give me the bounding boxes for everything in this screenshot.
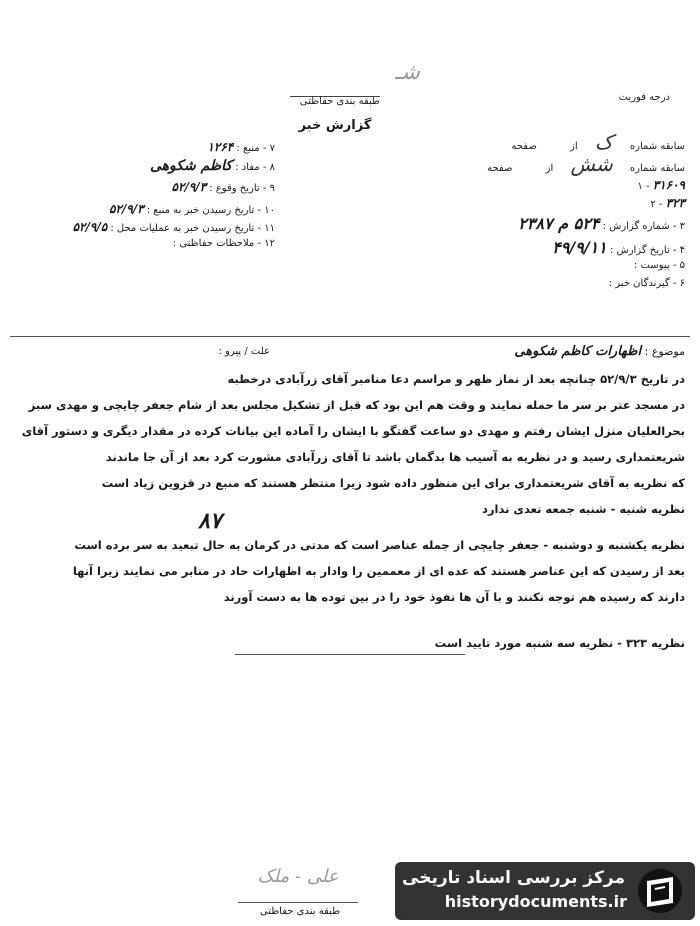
- left-field-label: ۷ - منبع :: [236, 143, 275, 154]
- right-field-label: ۵ - پیوست :: [633, 260, 685, 271]
- closing-line: نظریه ۳۲۳ - نظریه سه شنبه مورد تایید است: [434, 636, 685, 650]
- right-field-tail: صفحه: [487, 163, 513, 174]
- right-field-mid: از: [545, 163, 554, 174]
- left-field-value: کاظم شکوهی: [149, 158, 232, 174]
- body-line: نظریه شنبه - شنبه جمعه تعدی ندارد: [482, 502, 685, 516]
- right-field-row: [395, 178, 685, 196]
- left-field-row: [20, 140, 275, 158]
- watermark-title: مرکز بررسی اسناد تاریخی: [402, 868, 625, 888]
- body-line: شریعتمداری رسید و در نظریه به آسیب ها بدگمان باشد تا آقای زرآبادی مشورت کرد بعد از آن جا ماندند: [105, 450, 685, 464]
- right-field-label: ۱ -: [637, 181, 653, 192]
- left-field-row: [20, 238, 275, 256]
- body-line: دارند که رسیده هم توجه نکنند و با آن ها نفوذ خود را در بین توده ها به دست آورند: [223, 590, 685, 604]
- report-type-title: گزارش خبر: [298, 118, 372, 133]
- right-field-row: [395, 214, 685, 238]
- right-field-row: [395, 152, 685, 178]
- top-stamp-box: [290, 78, 380, 97]
- security-level-label: طبقه بندی حفاظتی: [299, 96, 380, 107]
- left-field-row: [20, 220, 275, 238]
- body-line: نظریه یکشنبه و دوشنبه - جعفر چایچی از جمله عناصر است که مدتی در کرمان به حال تبعید به سر برده است: [74, 538, 685, 552]
- left-field-label: ۱۱ - تاریخ رسیدن خبر به عملیات محل :: [110, 223, 275, 234]
- subject-label: موضوع :: [644, 345, 685, 358]
- degree-label: درجه فوریت: [618, 92, 670, 103]
- left-field-label: ۱۰ - تاریخ رسیدن خبر به منبع :: [146, 205, 275, 216]
- right-fields: [395, 130, 685, 296]
- body-line: در تاریخ ۵۲/۹/۳ چنانچه بعد از نماز ظهر و مراسم دعا منامبر آقای زرآبادی درخطبه: [227, 372, 685, 386]
- watermark-logo-icon: [635, 867, 685, 915]
- bottom-stamp-label: طبقه بندی حفاظتی: [259, 906, 341, 917]
- right-field-label: سابقه شماره: [629, 163, 685, 174]
- copy-label: علت / پیرو :: [218, 346, 270, 357]
- right-field-label: ۴ - تاریخ گزارش :: [609, 245, 685, 256]
- right-field-label: ۳ - شماره گزارش :: [602, 221, 685, 232]
- right-field-value: ۴۹/۹/۱۱: [552, 238, 607, 257]
- left-field-value: ۵۲/۹/۳: [171, 180, 207, 194]
- left-field-value: ۵۲/۹/۳: [108, 202, 144, 216]
- right-field-value: ۵۲۴ م ۲۳۸۷: [518, 214, 600, 233]
- bottom-stamp-box: [238, 858, 358, 903]
- header-divider: [10, 336, 690, 337]
- left-field-value: ۵۲/۹/۵: [72, 220, 108, 234]
- right-field-label: ۲ -: [650, 199, 666, 210]
- handwritten-annotation-number: ۸۷: [198, 508, 222, 534]
- right-field-row: [395, 260, 685, 278]
- right-field-row: [395, 238, 685, 260]
- right-field-row: [395, 130, 685, 152]
- right-field-value: ۳۱۶۰۹: [652, 178, 685, 192]
- left-fields: [20, 140, 275, 256]
- closing-underline: [235, 654, 465, 655]
- watermark-panel: [395, 862, 695, 920]
- watermark-url: historydocuments.ir: [444, 892, 627, 911]
- right-field-tail: صفحه: [511, 141, 537, 152]
- right-field-row: [395, 278, 685, 296]
- right-field-value: ک: [594, 130, 613, 154]
- left-field-label: ۸ - مفاد :: [235, 162, 275, 173]
- body-line: بحرالعلیان منزل ایشان رفتم و مهدی دو ساعت گفتگو با ایشان را آماده این بیانات کرده در مقدار دیگری و دستور آقای: [21, 424, 685, 438]
- right-field-mid: از: [570, 141, 578, 152]
- left-field-label: ۱۲ - ملاحظات حفاظتی :: [172, 238, 275, 249]
- subject-value: اظهارات کاظم شکوهی: [514, 344, 642, 359]
- body-line: بعد از رسیدن که این عناصر هستند که عده ای از معممین را وادار به اظهارات حاد در منابر می نمایند زیرا آنها: [72, 564, 685, 578]
- left-field-value: ۱۲۶۴: [207, 140, 234, 154]
- right-field-value: ۳۲۳: [665, 196, 685, 210]
- right-field-label: سابقه شماره: [629, 141, 685, 152]
- body-line: که نظریه به آقای شریعتمداری برای این منظور داده شود زیرا منتظر هستند که منبع در قزوین زیاد است: [101, 476, 685, 490]
- right-field-label: ۶ - گیرندگان خبر :: [608, 278, 685, 289]
- subject-line: [215, 344, 685, 359]
- left-field-row: [20, 202, 275, 220]
- bottom-stamp-handwriting: علی - ملک: [257, 866, 339, 887]
- left-field-row: [20, 180, 275, 202]
- left-field-label: ۹ - تاریخ وقوع :: [209, 183, 275, 194]
- body-line: در مسجد عتر بر سر ما حمله نمایند و وقت هم این بود که قبل از تشکیل مجلس بعد از شام جعفر چایچی و مهدی سبز: [28, 398, 685, 412]
- left-field-row: [20, 158, 275, 180]
- right-field-value: شش: [570, 152, 613, 176]
- top-handwritten-mark: شـ: [395, 60, 420, 85]
- report-body: [20, 372, 685, 616]
- right-field-row: [395, 196, 685, 214]
